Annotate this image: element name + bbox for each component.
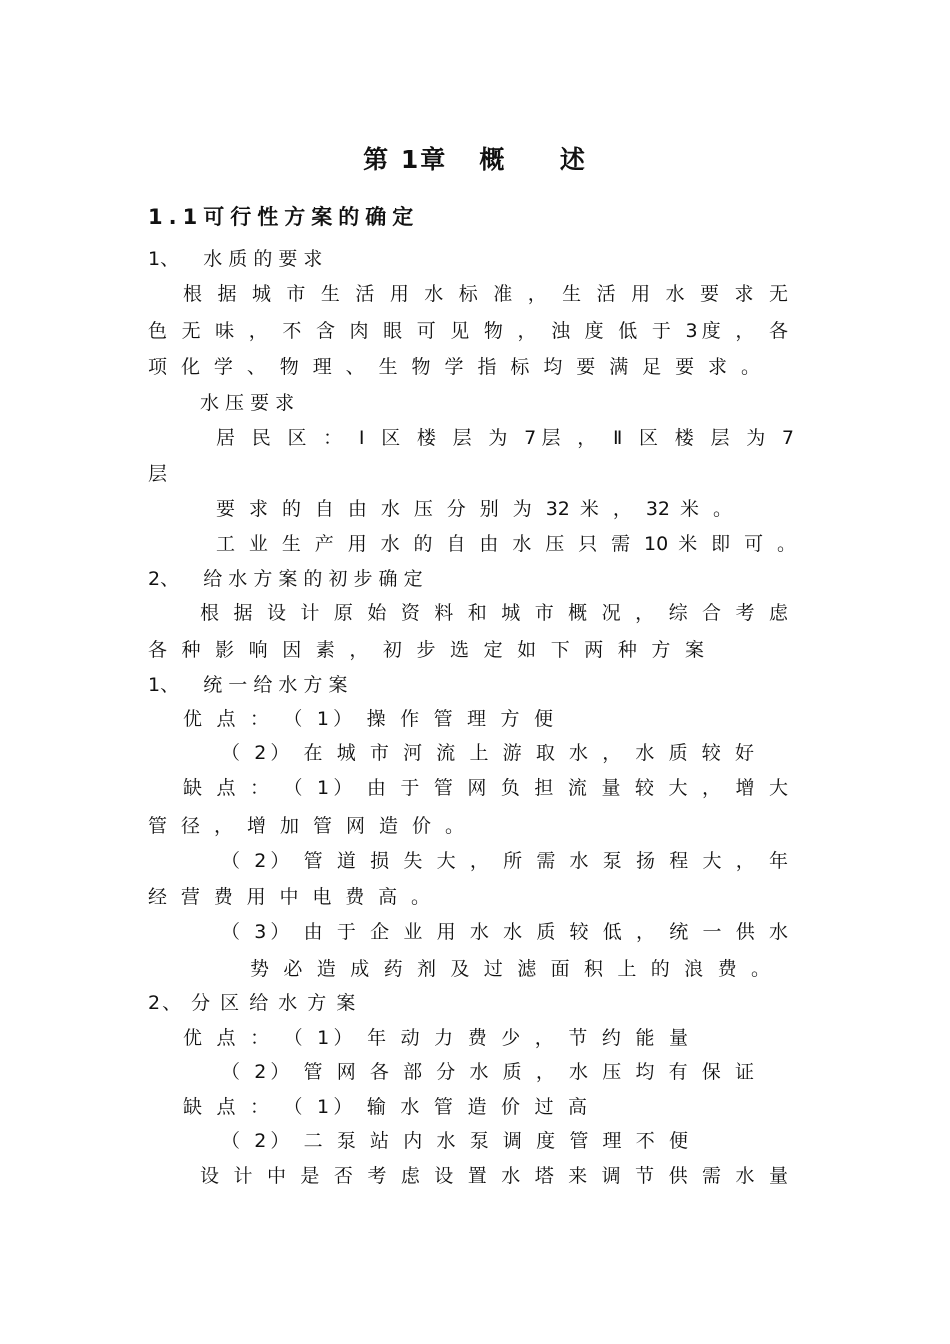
text-line: 1、 统 一 给 水 方 案 <box>148 674 348 696</box>
text-line: 项 化 学 、 物 理 、 生 物 学 指 标 均 要 满 足 要 求 。 <box>148 356 760 378</box>
text-line: 优 点 ： （ 1） 操 作 管 理 方 便 <box>183 708 553 730</box>
text-line: 层 <box>148 463 168 485</box>
text-line: 根 据 城 市 生 活 用 水 标 准 ， 生 活 用 水 要 求 无 <box>183 283 788 305</box>
text-line: 设 计 中 是 否 考 虑 设 置 水 塔 来 调 节 供 需 水 量 <box>200 1165 788 1187</box>
text-line: 居 民 区 ： Ⅰ 区 楼 层 为 7层 ， Ⅱ 区 楼 层 为 7 <box>216 427 794 449</box>
text-line: 2、 分 区 给 水 方 案 <box>148 992 358 1014</box>
text-line: （ 3） 由 于 企 业 用 水 水 质 较 低 ， 统 一 供 水 <box>221 921 788 943</box>
text-line: 水 压 要 求 <box>200 392 295 414</box>
text-line: 势 必 造 成 药 剂 及 过 滤 面 积 上 的 浪 费 。 <box>250 958 770 980</box>
text-line: 缺 点 ： （ 1） 输 水 管 造 价 过 高 <box>183 1096 587 1118</box>
text-line: 要 求 的 自 由 水 压 分 别 为 32 米 ， 32 米 。 <box>216 498 732 520</box>
text-line: 色 无 味 ， 不 含 肉 眼 可 见 物 ， 浊 度 低 于 3度 ， 各 <box>148 320 788 342</box>
text-line: 经 营 费 用 中 电 费 高 。 <box>148 886 430 908</box>
chapter-title: 第 1章 概 述 <box>363 145 587 174</box>
text-line: 工 业 生 产 用 水 的 自 由 水 压 只 需 10 米 即 可 。 <box>216 533 796 555</box>
text-line: （ 2） 管 网 各 部 分 水 质 ， 水 压 均 有 保 证 <box>221 1061 754 1083</box>
text-line: 2、 给 水 方 案 的 初 步 确 定 <box>148 568 423 590</box>
section-heading: 1.1可行性方案的确定 <box>148 205 420 229</box>
text-line: （ 2） 管 道 损 失 大 ， 所 需 水 泵 扬 程 大 ， 年 <box>221 850 788 872</box>
text-line: （ 2） 在 城 市 河 流 上 游 取 水 ， 水 质 较 好 <box>221 742 754 764</box>
text-line: 管 径 ， 增 加 管 网 造 价 。 <box>148 815 464 837</box>
text-line: 优 点 ： （ 1） 年 动 力 费 少 ， 节 约 能 量 <box>183 1027 688 1049</box>
text-line: 1、 水 质 的 要 求 <box>148 248 323 270</box>
text-line: 缺 点 ： （ 1） 由 于 管 网 负 担 流 量 较 大 ， 增 大 <box>183 777 788 799</box>
text-line: 各 种 影 响 因 素 ， 初 步 选 定 如 下 两 种 方 案 <box>148 639 704 661</box>
text-line: 根 据 设 计 原 始 资 料 和 城 市 概 况 ， 综 合 考 虑 <box>200 602 788 624</box>
text-line: （ 2） 二 泵 站 内 水 泵 调 度 管 理 不 便 <box>221 1130 688 1152</box>
